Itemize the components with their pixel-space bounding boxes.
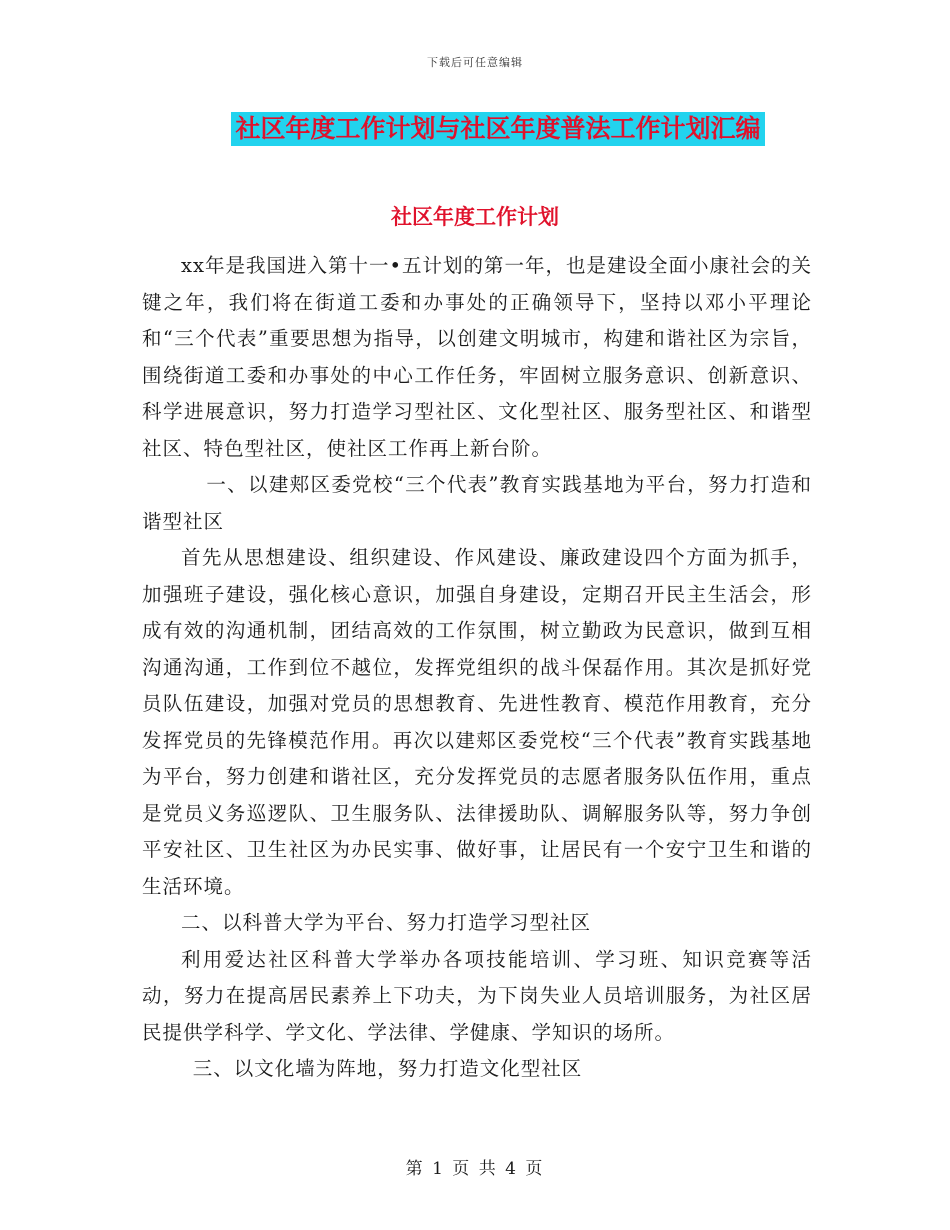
heading-item-2: 二、以科普大学为平台、努力打造学习型社区	[181, 911, 592, 934]
paragraph-item-2: 利用爱达社区科普大学举办各项技能培训、学习班、知识竞赛等活动，努力在提高居民素养上下功夫，为下岗失业人员培训服务，为社区居民提供学科学、学文化、学法律、学健康、学知识的场所。	[142, 947, 812, 1044]
paragraph-intro: xx年是我国进入第十一•五计划的第一年，也是建设全面小康社会的关键之年，我们将在街道工委和办事处的正确领导下，坚持以邓小平理论和“三个代表”重要思想为指导，以创建文明城市，构建和谐社区为宗旨，围绕街道工委和办事处的中心工作任务，牢固树立服务意识、创新意识、科学进展意识，努力打造学习型社区、文化型社区、服务型社区、和谐型社区、特色型社区，使社区工作再上新台阶。	[142, 254, 812, 460]
header-note: 下载后可任意编辑	[427, 56, 523, 69]
heading-item-3: 三、以文化墙为阵地，努力打造文化型社区	[192, 1057, 583, 1080]
document-title: 社区年度工作计划与社区年度普法工作计划汇编	[231, 112, 764, 146]
section-title: 社区年度工作计划	[391, 204, 559, 229]
heading-item-1: 一、以建郏区委党校“三个代表”教育实践基地为平台，努力打造和谐型社区	[142, 473, 812, 533]
body-text	[142, 248, 812, 1088]
page-footer: 第 1 页 共 4 页	[405, 1159, 545, 1179]
document-title-wrap	[0, 112, 950, 146]
paragraph-item-1: 首先从思想建设、组织建设、作风建设、廉政建设四个方面为抓手，加强班子建设，强化核心意识，加强自身建设，定期召开民主生活会，形成有效的沟通机制，团结高效的工作氛围，树立勤政为民意识，做到互相沟通沟通，工作到位不越位，发挥党组织的战斗保磊作用。其次是抓好党员队伍建设，加强对党员的思想教育、先进性教育、模范作用教育，充分发挥党员的先锋模范作用。再次以建郏区委党校“三个代表”教育实践基地为平台，努力创建和谐社区，充分发挥党员的志愿者服务队伍作用，重点是党员义务巡逻队、卫生服务队、法律援助队、调解服务队等，努力争创平安社区、卫生社区为办民实事、做好事，让居民有一个安宁卫生和谐的生活环境。	[142, 546, 812, 898]
